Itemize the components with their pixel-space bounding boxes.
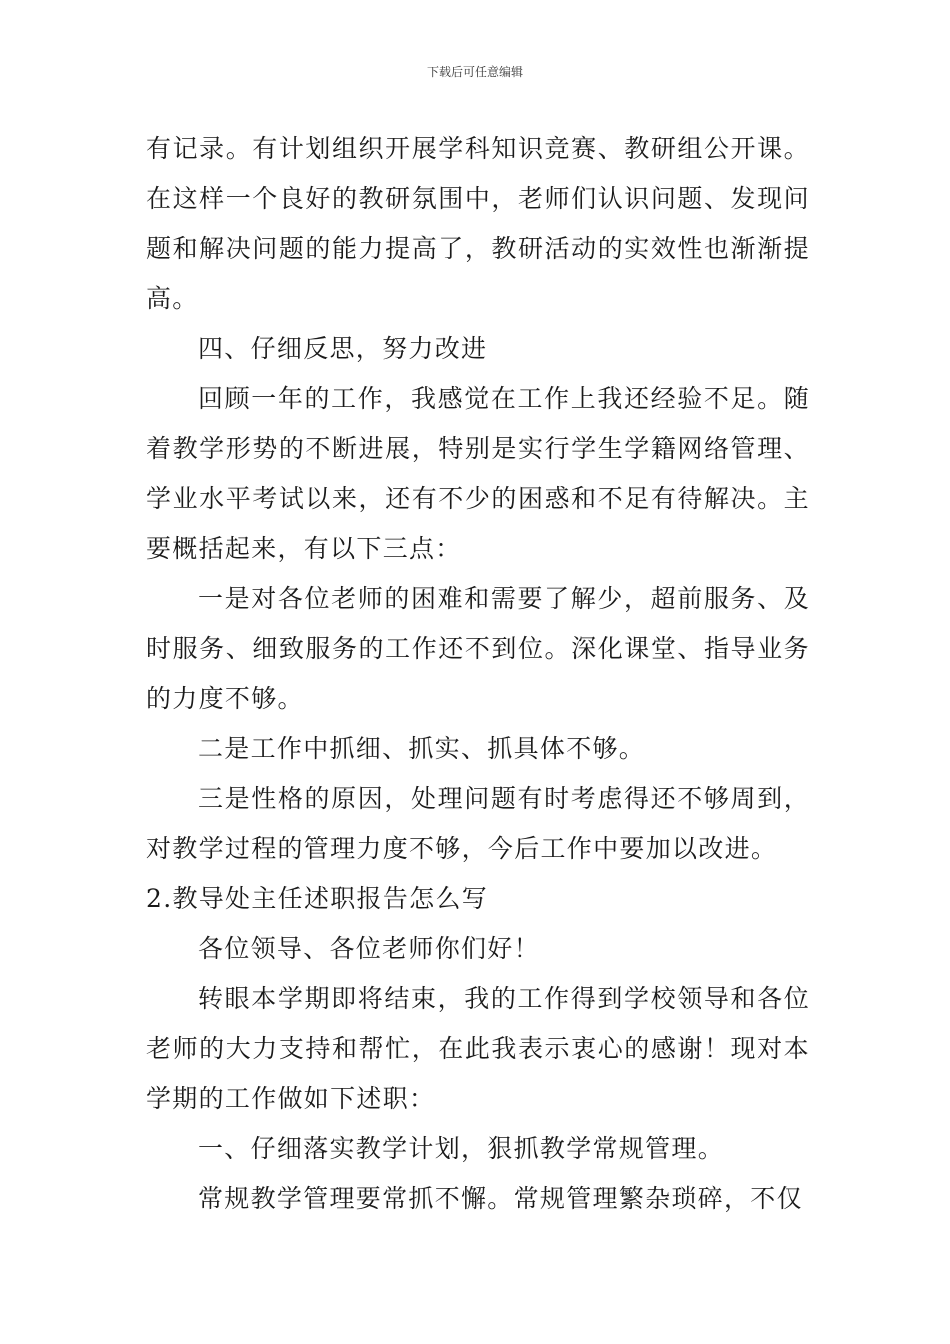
section-heading-teaching-plan: 一、仔细落实教学计划，狠抓教学常规管理。 xyxy=(198,1134,725,1163)
section-heading-reflection: 四、仔细反思，努力改进 xyxy=(198,334,488,363)
document-body xyxy=(146,124,810,1224)
paragraph-review: 回顾一年的工作，我感觉在工作上我还经验不足。随着教学形势的不断进展，特别是实行学生学籍网络管理、学业水平考试以来，还有不少的困惑和不足有待解决。主要概括起来，有以下三点： xyxy=(146,384,810,563)
paragraph-point-one: 一是对各位老师的困难和需要了解少，超前服务、及时服务、细致服务的工作还不到位。深化课堂、指导业务的力度不够。 xyxy=(146,584,810,713)
paragraph-greeting: 各位领导、各位老师你们好！ xyxy=(198,934,540,963)
page-header: 下载后可任意编辑 xyxy=(426,65,523,79)
report-title: 2.教导处主任述职报告怎么写 xyxy=(146,884,489,913)
paragraph-routine-management: 常规教学管理要常抓不懈。常规管理繁杂琐碎，不仅 xyxy=(198,1184,803,1213)
paragraph-point-three: 三是性格的原因，处理问题有时考虑得还不够周到，对教学过程的管理力度不够，今后工作中要加以改进。 xyxy=(146,784,810,863)
paragraph-introduction: 转眼本学期即将结束，我的工作得到学校领导和各位老师的大力支持和帮忙，在此我表示衷心的感谢！现对本学期的工作做如下述职： xyxy=(146,984,810,1113)
paragraph-point-two: 二是工作中抓细、抓实、抓具体不够。 xyxy=(198,734,646,763)
paragraph-continuation: 有记录。有计划组织开展学科知识竞赛、教研组公开课。在这样一个良好的教研氛围中，老师们认识问题、发现问题和解决问题的能力提高了，教研活动的实效性也渐渐提高。 xyxy=(146,134,810,313)
